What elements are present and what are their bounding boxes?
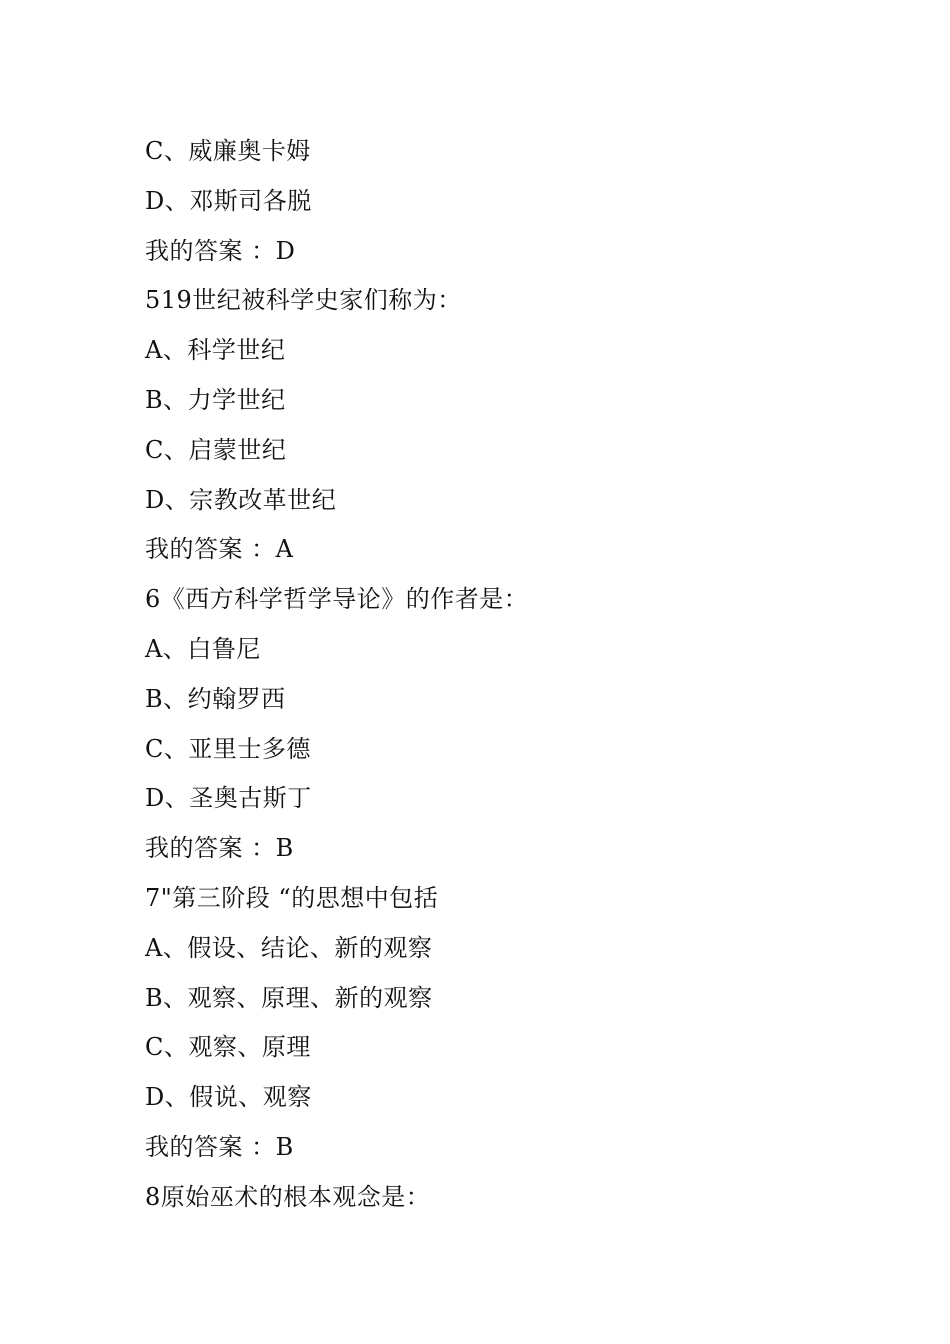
option-line: D、宗教改革世纪 [145, 485, 337, 514]
option-line: D、假说、观察 [145, 1083, 312, 1112]
option-line: D、邓斯司各脱 [145, 186, 312, 215]
quiz-text [145, 128, 528, 1224]
option-line: A、假设、结论、新的观察 [145, 933, 433, 962]
question-line: 519世纪被科学史家们称为： [145, 286, 462, 315]
question-line: 6《西方科学哲学导论》的作者是： [145, 585, 529, 614]
option-line: A、科学世纪 [145, 336, 286, 365]
option-line: B、观察、原理、新的观察 [145, 983, 433, 1012]
option-line: C、威廉奥卡姆 [145, 137, 311, 165]
answer-line: 我的答案 ：D [145, 236, 296, 265]
option-line: C、观察、原理 [145, 1033, 311, 1062]
answer-line: 我的答案 ：B [145, 834, 294, 863]
question-line: 7"第三阶段 “的思想中包括 [145, 883, 439, 912]
option-line: C、亚里士多德 [145, 734, 311, 763]
option-line: B、力学世纪 [145, 385, 286, 414]
question-line: 8原始巫术的根本观念是： [145, 1182, 431, 1211]
answer-line: 我的答案 ：B [145, 1132, 294, 1161]
option-line: C、启蒙世纪 [145, 435, 287, 464]
option-line: B、约翰罗西 [145, 684, 286, 713]
answer-line: 我的答案 ：A [145, 535, 294, 564]
option-line: A、白鲁尼 [145, 634, 261, 663]
option-line: D、圣奥古斯丁 [145, 784, 312, 813]
